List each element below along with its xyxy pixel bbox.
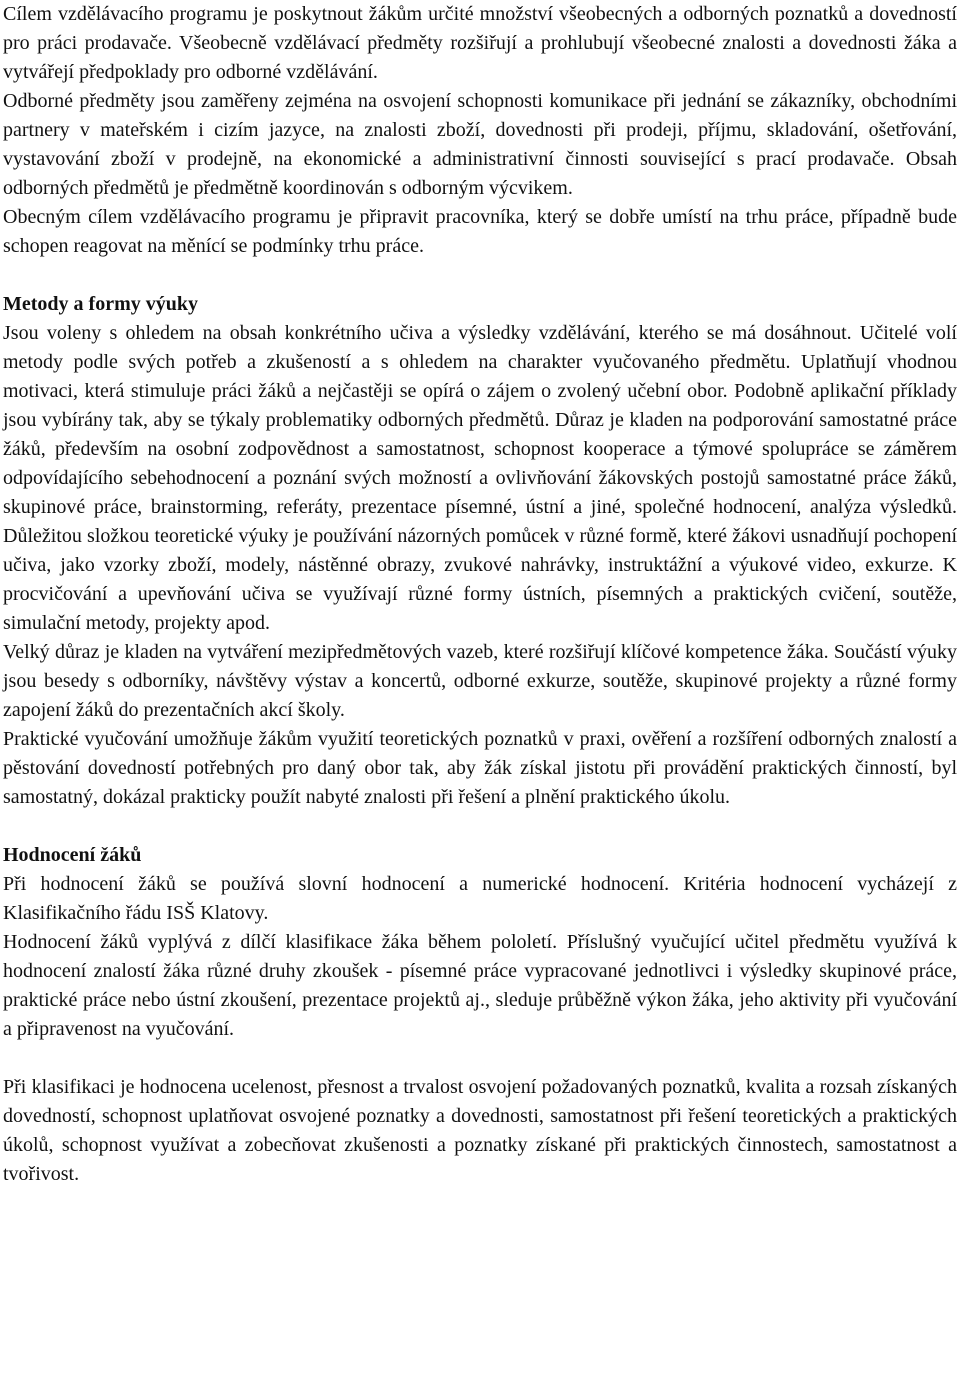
intro-paragraph-2: Odborné předměty jsou zaměřeny zejména na osvojení schopnosti komunikace při jednání se zákazníky, obchodními partnery v mateřském i cizím jazyce, na znalosti zboží, dovednosti při prodeji, příjmu, skladování, ošetřování, vystavování zboží v prodejně, na ekonomické a administrativní činnosti související s prací prodavače. Obsah odborných předmětů je předmětně koordinován s odborným výcvikem. bbox=[3, 90, 957, 199]
section-gap bbox=[3, 812, 957, 841]
intro-paragraph-3: Obecným cílem vzdělávacího programu je připravit pracovníka, který se dobře umístí na trhu práce, případně bude schopen reagovat na měnící se podmínky trhu práce. bbox=[3, 206, 957, 257]
assessment-paragraph-3: Při klasifikaci je hodnocena ucelenost, přesnost a trvalost osvojení požadovaných poznatků, kvalita a rozsah získaných dovedností, schopnost uplatňovat osvojené poznatky a dovednosti, samostatnost při řešení teoretických a praktických úkolů, schopnost využívat a zobecňovat zkušenosti a poznatky získané při praktických činnostech, samostatnost a tvořivost. bbox=[3, 1076, 957, 1185]
methods-paragraph-2: Velký důraz je kladen na vytváření mezipředmětových vazeb, které rozšiřují klíčové kompetence žáka. Součástí výuky jsou besedy s odborníky, návštěvy výstav a koncertů, odborné exkurze, soutěže, skupinové projekty a různé formy zapojení žáků do prezentačních akcí školy. bbox=[3, 641, 957, 721]
assessment-paragraph-1: Při hodnocení žáků se používá slovní hodnocení a numerické hodnocení. Kritéria hodnocení vycházejí z Klasifikačního řádu ISŠ Klatovy. bbox=[3, 873, 957, 924]
paragraph-gap bbox=[3, 1044, 957, 1073]
section-gap bbox=[3, 261, 957, 290]
methods-paragraph-1: Jsou voleny s ohledem na obsah konkrétního učiva a výsledky vzdělávání, kterého se má dosáhnout. Učitelé volí metody podle svých potřeb a zkušeností a s ohledem na charakter vyučovaného předmětu. Uplatňují vhodnou motivaci, která stimuluje práci žáků a nejčastěji se opírá o zájem o zvolený učební obor. Podobně aplikační příklady jsou vybírány tak, aby se týkaly problematiky odborných předmětů. Důraz je kladen na podporování samostatné práce žáků, především na osobní zodpovědnost a samostatnost, schopnost kooperace a týmové spolupráce se záměrem odpovídajícího sebehodnocení a poznání svých možností a ovlivňování žákovských postojů samostatné práce žáků, skupinové práce, brainstorming, referáty, prezentace písemné, ústní a jiné, společné hodnocení, analýza výsledků. Důležitou složkou teoretické výuky je používání názorných pomůcek v různé formě, které žákovi usnadňují pochopení učiva, jako vzorky zboží, modely, nástěnné obrazy, zvukové nahrávky, instruktážní a výukové video, exkurze. K procvičování a upevňování učiva se využívají různé formy ústních, písemných a praktických cvičení, soutěže, simulační metody, projekty apod. bbox=[3, 322, 957, 634]
document-page bbox=[3, 0, 957, 1189]
methods-heading: Metody a formy výuky bbox=[3, 293, 198, 315]
assessment-heading: Hodnocení žáků bbox=[3, 844, 142, 866]
methods-paragraph-3: Praktické vyučování umožňuje žákům využití teoretických poznatků v praxi, ověření a rozšíření odborných znalostí a pěstování dovedností potřebných pro daný obor tak, aby žák získal jistotu při provádění praktických činností, byl samostatný, dokázal prakticky použít nabyté znalosti při řešení a plnění praktického úkolu. bbox=[3, 728, 957, 808]
assessment-paragraph-2: Hodnocení žáků vyplývá z dílčí klasifikace žáka během pololetí. Příslušný vyučující učitel předmětu využívá k hodnocení znalostí žáka různé druhy zkoušek - písemné práce vypracované jednotlivci i výsledky skupinové práce, praktické práce nebo ústní zkoušení, prezentace projektů aj., sleduje průběžně výkon žáka, jeho aktivity při vyučování a připravenost na vyučování. bbox=[3, 931, 957, 1040]
intro-paragraph-1: Cílem vzdělávacího programu je poskytnout žákům určité množství všeobecných a odborných poznatků a dovedností pro práci prodavače. Všeobecně vzdělávací předměty rozšiřují a prohlubují všeobecné znalosti a dovednosti žáka a vytvářejí předpoklady pro odborné vzdělávání. bbox=[3, 3, 957, 83]
